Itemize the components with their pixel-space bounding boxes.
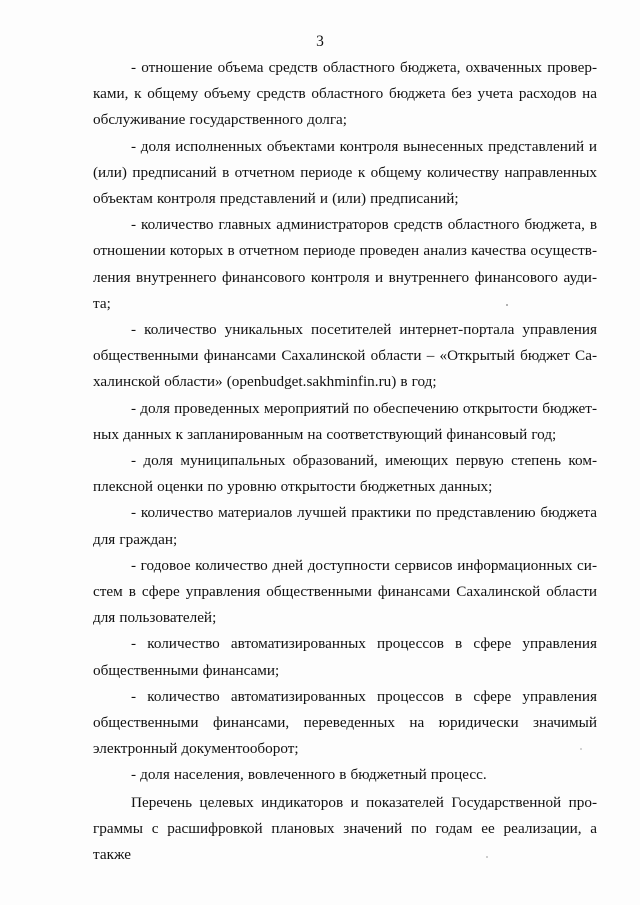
indicator-item: - количество автоматизированных процессов в сфере управления общественными финансами, переведенных на юридически значимый электронный документооборот; [93, 687, 597, 758]
indicator-item: - доля исполненных объектами контроля вынесенных представлений и (или) предписаний в отчетном периоде к общему количеству направленных объектам контроля представлений и (или) предписаний; [93, 137, 597, 208]
indicator-item: - количество уникальных посетителей интернет-портала управления общественными финансами Сахалинской области – «Открытый бюджет Сахалинской области» (openbudget.sakhminfin.ru) в год; [93, 321, 597, 391]
indicator-item: - количество главных администраторов средств областного бюджета, в отношении которых в отчетном периоде проведен анализ качества осуществления внутреннего финансового контроля и внутреннего финансового аудита; [93, 216, 597, 312]
indicator-item: - количество материалов лучшей практики по представлению бюджета для граждан; [93, 504, 597, 548]
scan-speck [506, 304, 508, 306]
indicator-item: - доля проведенных мероприятий по обеспечению открытости бюджетных данных к запланированным на соответствующий финансовый год; [93, 399, 597, 443]
indicator-item: - доля населения, вовлеченного в бюджетный процесс. [131, 766, 487, 784]
page-number: 3 [316, 33, 324, 50]
closing-paragraph: Перечень целевых индикаторов и показателей Государственной программы с расшифровкой плановых значений по годам ее реализации, а также [93, 793, 597, 864]
indicator-item: - отношение объема средств областного бюджета, охваченных проверками, к общему объему средств областного бюджета без учета расходов на обслуживание государственного долга; [93, 59, 597, 129]
indicator-item: - доля муниципальных образований, имеющих первую степень комплексной оценки по уровню открытости бюджетных данных; [93, 452, 597, 496]
scan-speck [580, 748, 582, 750]
scan-speck [486, 856, 488, 858]
document-body [93, 55, 597, 868]
indicator-item: - годовое количество дней доступности сервисов информационных систем в сфере управления общественными финансами Сахалинской области для пользователей; [93, 556, 597, 627]
indicator-item: - количество автоматизированных процессов в сфере управления общественными финансами; [93, 635, 597, 679]
